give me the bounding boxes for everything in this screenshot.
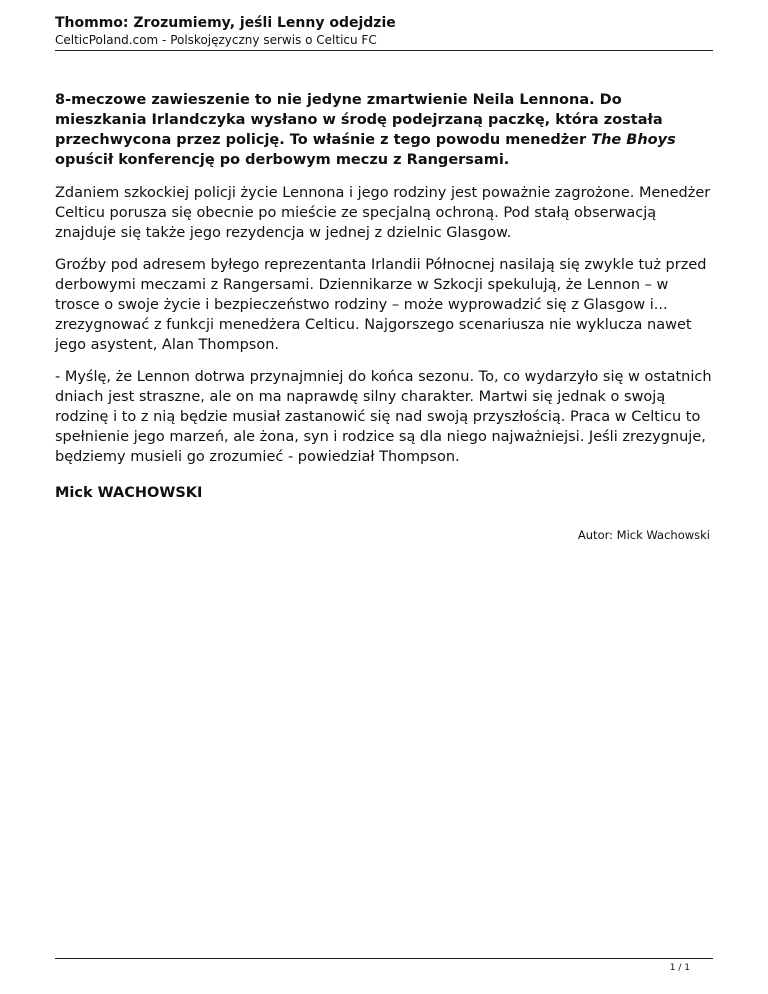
article-body xyxy=(55,90,715,503)
article-paragraph-1: Zdaniem szkockiej policji życie Lennona i jego rodziny jest poważnie zagrożone. Menedżer Celticu porusza się obecnie po mieście ze specjalną ochroną. Pod stałą obserwacją znajduje się także jego rezydencja w jednej z dzielnic Glasgow. xyxy=(55,185,711,241)
lead-text-end: opuścił konferencję po derbowym meczu z Rangersami. xyxy=(55,152,510,168)
lead-text-start: 8-meczowe zawieszenie to nie jedyne zmartwienie Neila Lennona. Do mieszkania Irlandczyka wysłano w środę podejrzaną paczkę, która została przechwycona przez policję. To właśnie z tego powodu menedżer xyxy=(55,92,663,148)
footer-divider xyxy=(55,958,713,959)
author-signature: Mick WACHOWSKI xyxy=(55,485,203,501)
page-number: 1 / 1 xyxy=(669,963,690,973)
article-paragraph-2: Groźby pod adresem byłego reprezentanta Irlandii Północnej nasilają się zwykle tuż przed derbowymi meczami z Rangersami. Dziennikarze w Szkocji spekulują, że Lennon – w trosce o swoje życie i bezpieczeństwo rodziny – może wyprowadzić się z Glasgow i... zrezygnować z funkcji menedżera Celticu. Najgorszego scenariusza nie wyklucza nawet jego asystent, Alan Thompson. xyxy=(55,257,707,353)
author-credit: Autor: Mick Wachowski xyxy=(577,528,710,542)
article-lead xyxy=(55,90,715,170)
site-subtitle: CelticPoland.com - Polskojęzyczny serwis o Celticu FC xyxy=(55,33,377,47)
lead-emphasis: The Bhoys xyxy=(591,132,676,148)
page-header xyxy=(55,14,713,48)
header-divider xyxy=(55,50,713,51)
article-paragraph-3: - Myślę, że Lennon dotrwa przynajmniej do końca sezonu. To, co wydarzyło się w ostatnich dniach jest straszne, ale on ma naprawdę silny charakter. Martwi się jednak o swoją rodzinę i to z nią będzie musiał zastanowić się nad swoją przyszłością. Praca w Celticu to spełnienie jego marzeń, ale żona, syn i rodzice są dla niego najważniejsi. Jeśli zrezygnuje, będziemy musieli go zrozumieć - powiedział Thompson. xyxy=(55,369,712,465)
article-title: Thommo: Zrozumiemy, jeśli Lenny odejdzie xyxy=(55,15,396,31)
